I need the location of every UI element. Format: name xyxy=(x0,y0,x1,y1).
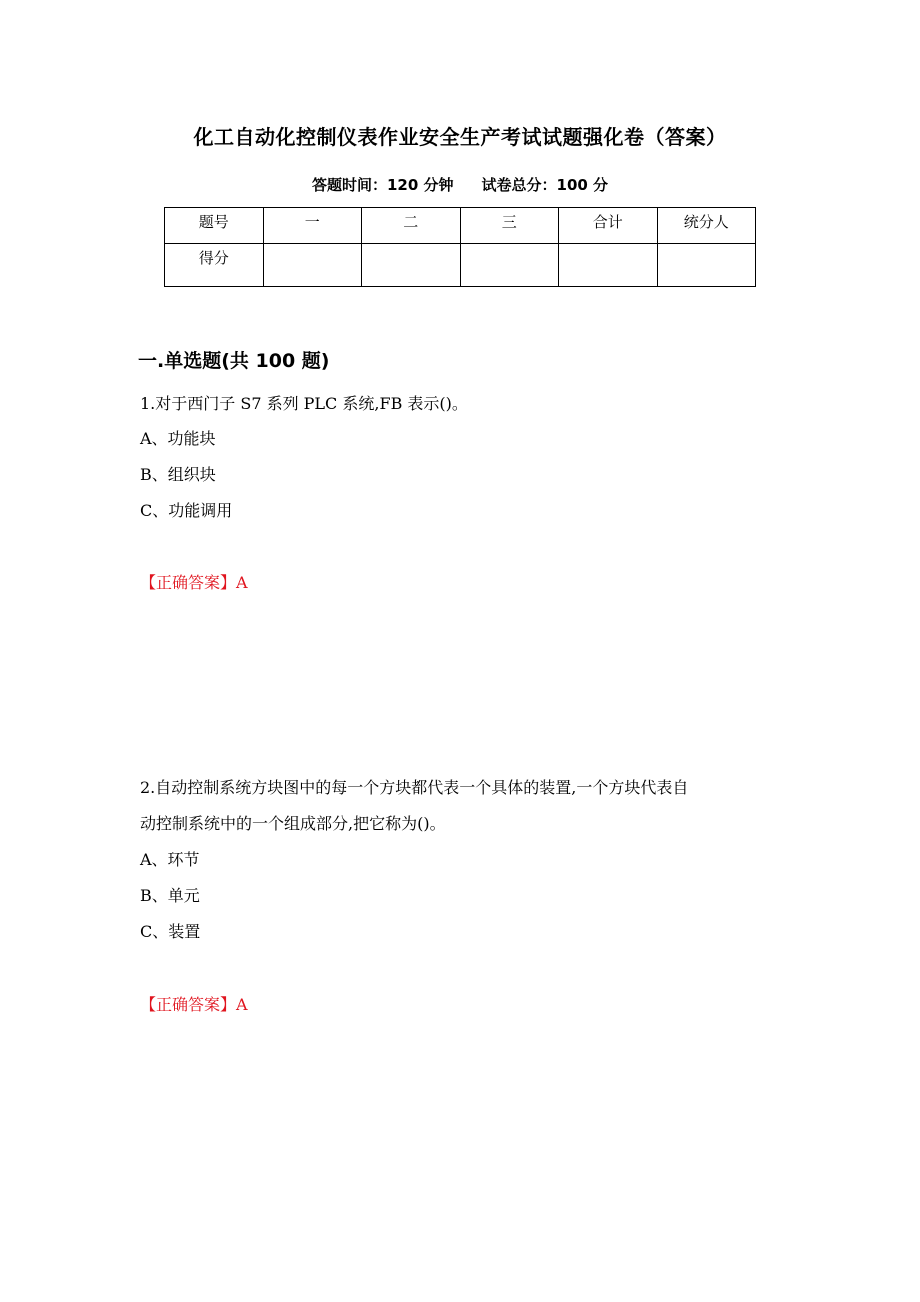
score-table-header-row xyxy=(165,208,756,244)
question-2-text-line2: 动控制系统中的一个组成部分,把它称为()。 xyxy=(140,814,446,833)
score-table-cell: 三 xyxy=(460,208,559,244)
question-2-option-a: A、环节 xyxy=(140,850,200,869)
question-1-option-a: A、功能块 xyxy=(140,429,216,448)
score-table-cell xyxy=(657,244,756,287)
exam-total-score: 试卷总分：100 分 xyxy=(481,176,609,194)
score-table-cell xyxy=(263,244,362,287)
question-1-answer: 【正确答案】A xyxy=(140,573,248,592)
score-table-cell: 得分 xyxy=(165,244,264,287)
question-2-text-line1: 2.自动控制系统方块图中的每一个方块都代表一个具体的装置,一个方块代表自 xyxy=(140,778,689,797)
question-2-option-b: B、单元 xyxy=(140,886,200,905)
page-title: 化工自动化控制仪表作业安全生产考试试题强化卷（答案） xyxy=(193,125,727,149)
exam-time: 答题时间：120 分钟 xyxy=(311,176,454,194)
exam-info xyxy=(0,174,920,195)
score-table-cell xyxy=(559,244,658,287)
score-table xyxy=(164,207,756,287)
score-table-cell: 题号 xyxy=(165,208,264,244)
score-table-cell xyxy=(460,244,559,287)
score-table-cell: 合计 xyxy=(559,208,658,244)
question-2-option-c: C、装置 xyxy=(140,922,201,941)
section-heading: 一.单选题(共 100 题) xyxy=(138,350,330,372)
score-table-cell: 统分人 xyxy=(657,208,756,244)
score-table-score-row xyxy=(165,244,756,287)
score-table-cell: 二 xyxy=(362,208,461,244)
question-1-text: 1.对于西门子 S7 系列 PLC 系统,FB 表示()。 xyxy=(140,394,468,413)
question-1-option-c: C、功能调用 xyxy=(140,501,233,520)
score-table-cell: 一 xyxy=(263,208,362,244)
score-table-cell xyxy=(362,244,461,287)
question-1-option-b: B、组织块 xyxy=(140,465,216,484)
question-2-answer: 【正确答案】A xyxy=(140,995,248,1014)
